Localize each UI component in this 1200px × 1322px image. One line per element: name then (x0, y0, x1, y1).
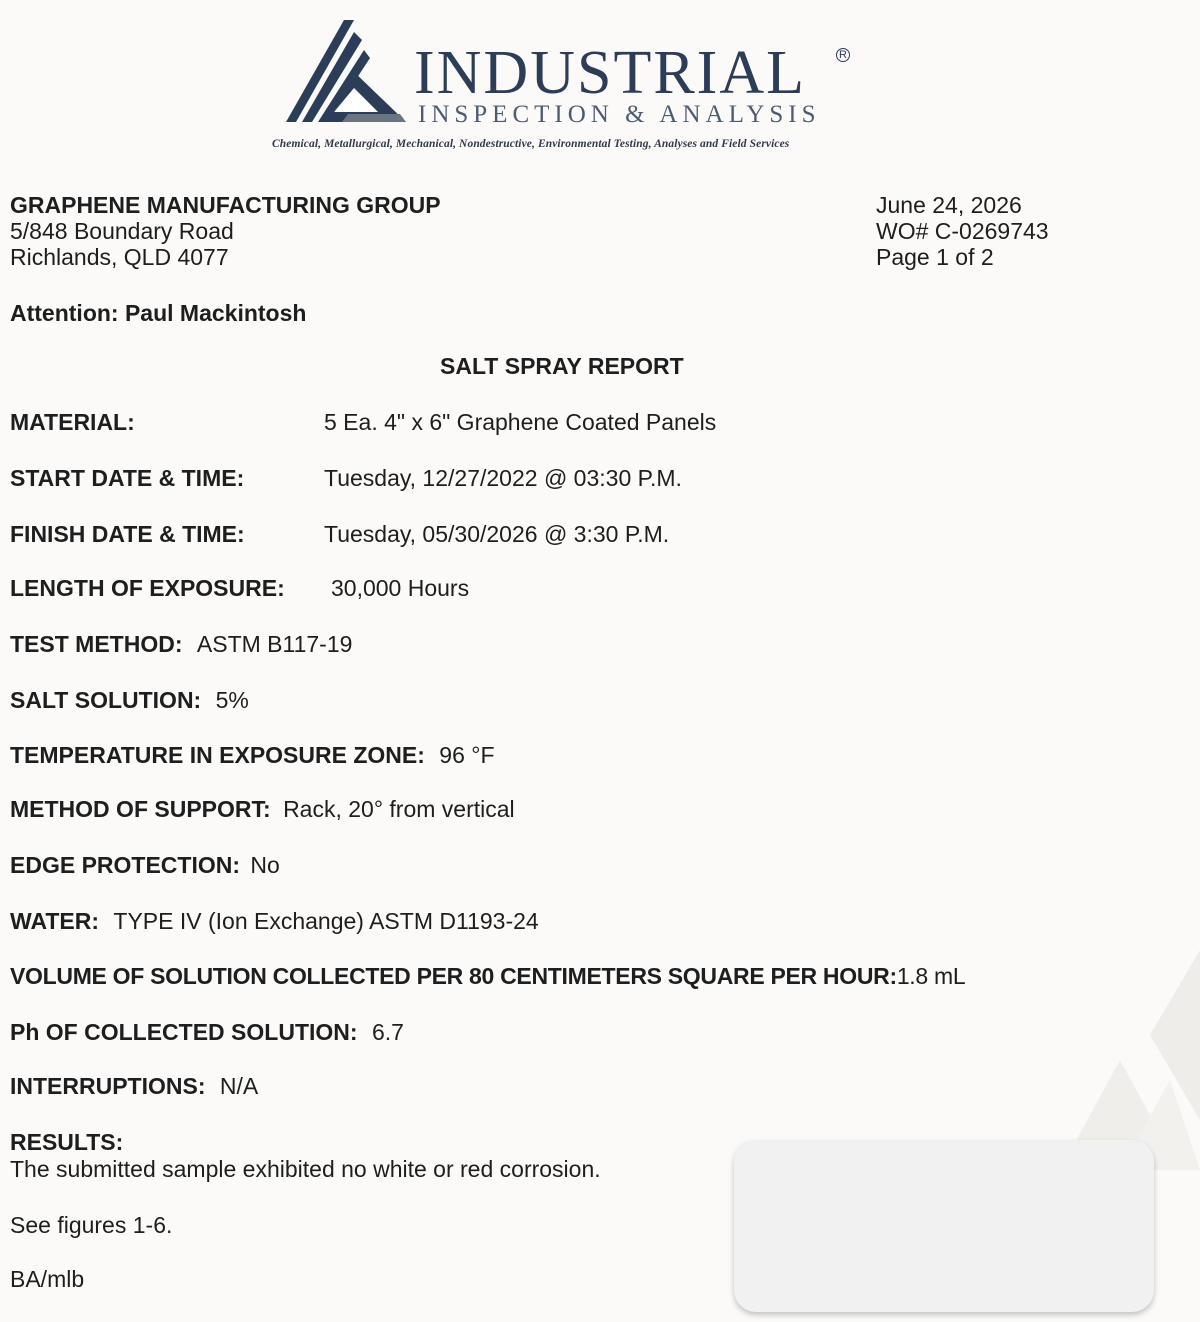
recipient-address-line1: 5/848 Boundary Road (10, 218, 234, 244)
ph-value: 6.7 (371, 1019, 404, 1045)
temperature-value: 96 °F (439, 742, 495, 768)
temperature-row (10, 742, 495, 768)
results-text: The submitted sample exhibited no white or red corrosion. (10, 1156, 601, 1182)
figures-reference: See figures 1-6. (10, 1212, 173, 1238)
test-method-value: ASTM B117-19 (196, 631, 353, 657)
edge-protection-row (10, 852, 280, 878)
interruptions-label: INTERRUPTIONS: (10, 1073, 206, 1099)
salt-solution-value: 5% (215, 687, 249, 713)
temperature-label: TEMPERATURE IN EXPOSURE ZONE: (10, 742, 425, 768)
start-date-value: Tuesday, 12/27/2022 @ 03:30 P.M. (324, 465, 682, 491)
logo-tagline: Chemical, Metallurgical, Mechanical, Nondestructive, Environmental Testing, Analyses and Field Services (272, 138, 790, 150)
logo-brand-name: INDUSTRIAL (414, 39, 806, 107)
report-title: SALT SPRAY REPORT (440, 353, 684, 379)
recipient-address-line2: Richlands, QLD 4077 (10, 244, 229, 270)
water-label: WATER: (10, 908, 100, 934)
volume-row (10, 963, 965, 989)
redaction-box (734, 1140, 1154, 1312)
logo-subtitle: INSPECTION & ANALYSIS (418, 101, 821, 128)
interruptions-value: N/A (219, 1073, 259, 1099)
interruptions-row (10, 1073, 258, 1099)
attention-line: Attention: Paul Mackintosh (10, 300, 307, 326)
water-row (10, 908, 539, 934)
salt-solution-label: SALT SOLUTION: (10, 687, 202, 713)
ph-label: Ph OF COLLECTED SOLUTION: (10, 1019, 358, 1045)
salt-solution-row (10, 687, 249, 713)
company-logo-icon (282, 18, 412, 128)
report-date: June 24, 2026 (876, 192, 1022, 218)
exposure-length-value: 30,000 Hours (331, 575, 470, 601)
material-label: MATERIAL: (10, 409, 135, 435)
water-value: TYPE IV (Ion Exchange) ASTM D1193-24 (113, 908, 539, 934)
recipient-company: GRAPHENE MANUFACTURING GROUP (10, 192, 441, 218)
results-label: RESULTS: (10, 1129, 124, 1155)
edge-protection-value: No (250, 852, 280, 878)
start-date-label: START DATE & TIME: (10, 465, 245, 491)
exposure-length-label: LENGTH OF EXPOSURE: (10, 575, 285, 601)
finish-date-label: FINISH DATE & TIME: (10, 521, 245, 547)
volume-value: 1.8 mL (896, 963, 966, 989)
support-method-label: METHOD OF SUPPORT: (10, 796, 271, 822)
support-method-row (10, 796, 515, 822)
work-order-number: WO# C-0269743 (876, 218, 1049, 244)
finish-date-value: Tuesday, 05/30/2026 @ 3:30 P.M. (324, 521, 670, 547)
edge-protection-label: EDGE PROTECTION: (10, 852, 241, 878)
test-method-label: TEST METHOD: (10, 631, 183, 657)
material-value: 5 Ea. 4" x 6" Graphene Coated Panels (324, 409, 717, 435)
support-method-value: Rack, 20° from vertical (283, 796, 515, 822)
test-method-row (10, 631, 352, 657)
volume-label: VOLUME OF SOLUTION COLLECTED PER 80 CENTIMETERS SQUARE PER HOUR: (10, 963, 897, 989)
page-number: Page 1 of 2 (876, 244, 994, 270)
author-initials: BA/mlb (10, 1266, 85, 1292)
registered-mark: R (836, 48, 850, 62)
ph-row (10, 1019, 404, 1045)
